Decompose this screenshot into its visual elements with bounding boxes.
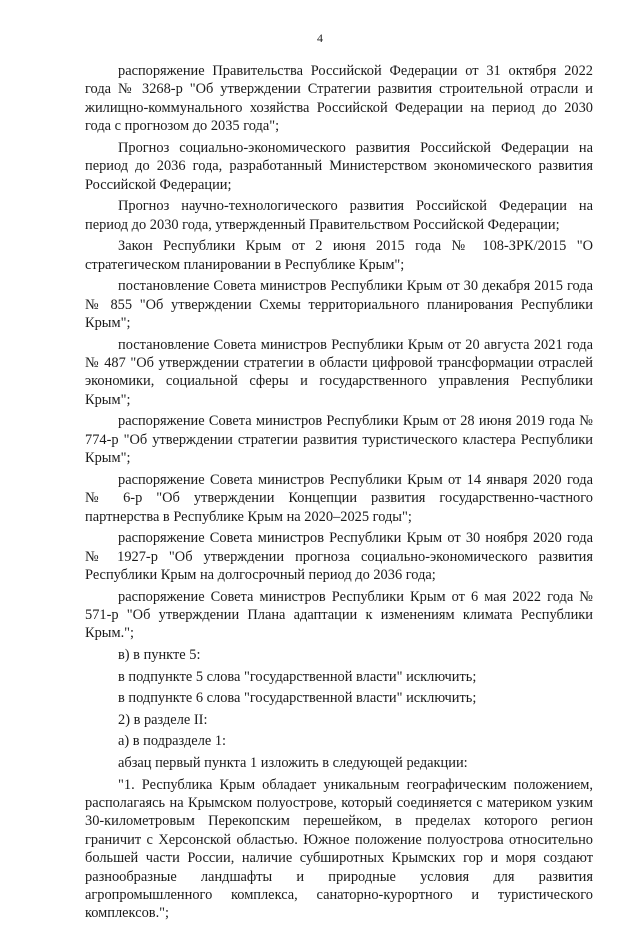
paragraph-11: в) в пункте 5: — [118, 647, 201, 664]
paragraph-9: распоряжение Совета министров Республики Крым от 30 ноября 2020 года № 1927-р "Об утверждении прогноза социально-экономического развития Республики Крым на долгосрочный период до 2036 года; — [85, 530, 593, 584]
paragraph-17: "1. Республика Крым обладает уникальным географическим положением, располагаясь на Крымском полуострове, который соединяется с материком узким 30-километровым Перекопским перешейком, в пределах которого регион граничит с Херсонской областью. Южное положение полуострова относительно большей части России, наличие субширотных Крымских гор и моря создают разнообразные ландшафты и природные условия для развития агропромышленного комплекса, санаторно-курортного и туристического комплексов."; — [85, 776, 593, 922]
page-number: 4 — [317, 31, 323, 45]
document-body — [85, 62, 593, 926]
paragraph-12: в подпункте 5 слова "государственной власти" исключить; — [118, 668, 477, 685]
paragraph-8: распоряжение Совета министров Республики Крым от 14 января 2020 года № 6-р "Об утверждении Концепции развития государственно-частного партнерства в Республике Крым на 2020–2025 годы"; — [85, 471, 593, 525]
paragraph-13: в подпункте 6 слова "государственной власти" исключить; — [118, 690, 477, 707]
paragraph-1: распоряжение Правительства Российской Федерации от 31 октября 2022 года № 3268-р "Об утверждении Стратегии развития строительной отрасли и жилищно-коммунального хозяйства Российской Федерации на период до 2030 года с прогнозом до 2035 года"; — [85, 63, 593, 135]
paragraph-4: Закон Республики Крым от 2 июня 2015 года № 108-ЗРК/2015 "О стратегическом планировании в Республике Крым"; — [85, 238, 593, 273]
paragraph-10: распоряжение Совета министров Республики Крым от 6 мая 2022 года № 571-р "Об утверждении Плана адаптации к изменениям климата Республики Крым."; — [85, 588, 593, 642]
paragraph-14: 2) в разделе II: — [118, 711, 208, 728]
paragraph-16: абзац первый пункта 1 изложить в следующей редакции: — [118, 755, 468, 772]
paragraph-5: постановление Совета министров Республики Крым от 30 декабря 2015 года № 855 "Об утверждении Схемы территориального планирования Республики Крым"; — [85, 278, 593, 332]
paragraph-15: а) в подразделе 1: — [118, 733, 227, 750]
paragraph-3: Прогноз научно-технологического развития Российской Федерации на период до 2030 года, утвержденный Правительством Российской Федерации; — [85, 198, 593, 233]
paragraph-7: распоряжение Совета министров Республики Крым от 28 июня 2019 года № 774-р "Об утверждении стратегии развития туристического кластера Республики Крым"; — [85, 413, 593, 467]
paragraph-2: Прогноз социально-экономического развития Российской Федерации на период до 2036 года, разработанный Министерством экономического развития Российской Федерации; — [85, 139, 593, 193]
paragraph-6: постановление Совета министров Республики Крым от 20 августа 2021 года № 487 "Об утверждении стратегии в области цифровой трансформации отраслей экономики, социальной сферы и государственного управления Республики Крым"; — [85, 336, 593, 408]
